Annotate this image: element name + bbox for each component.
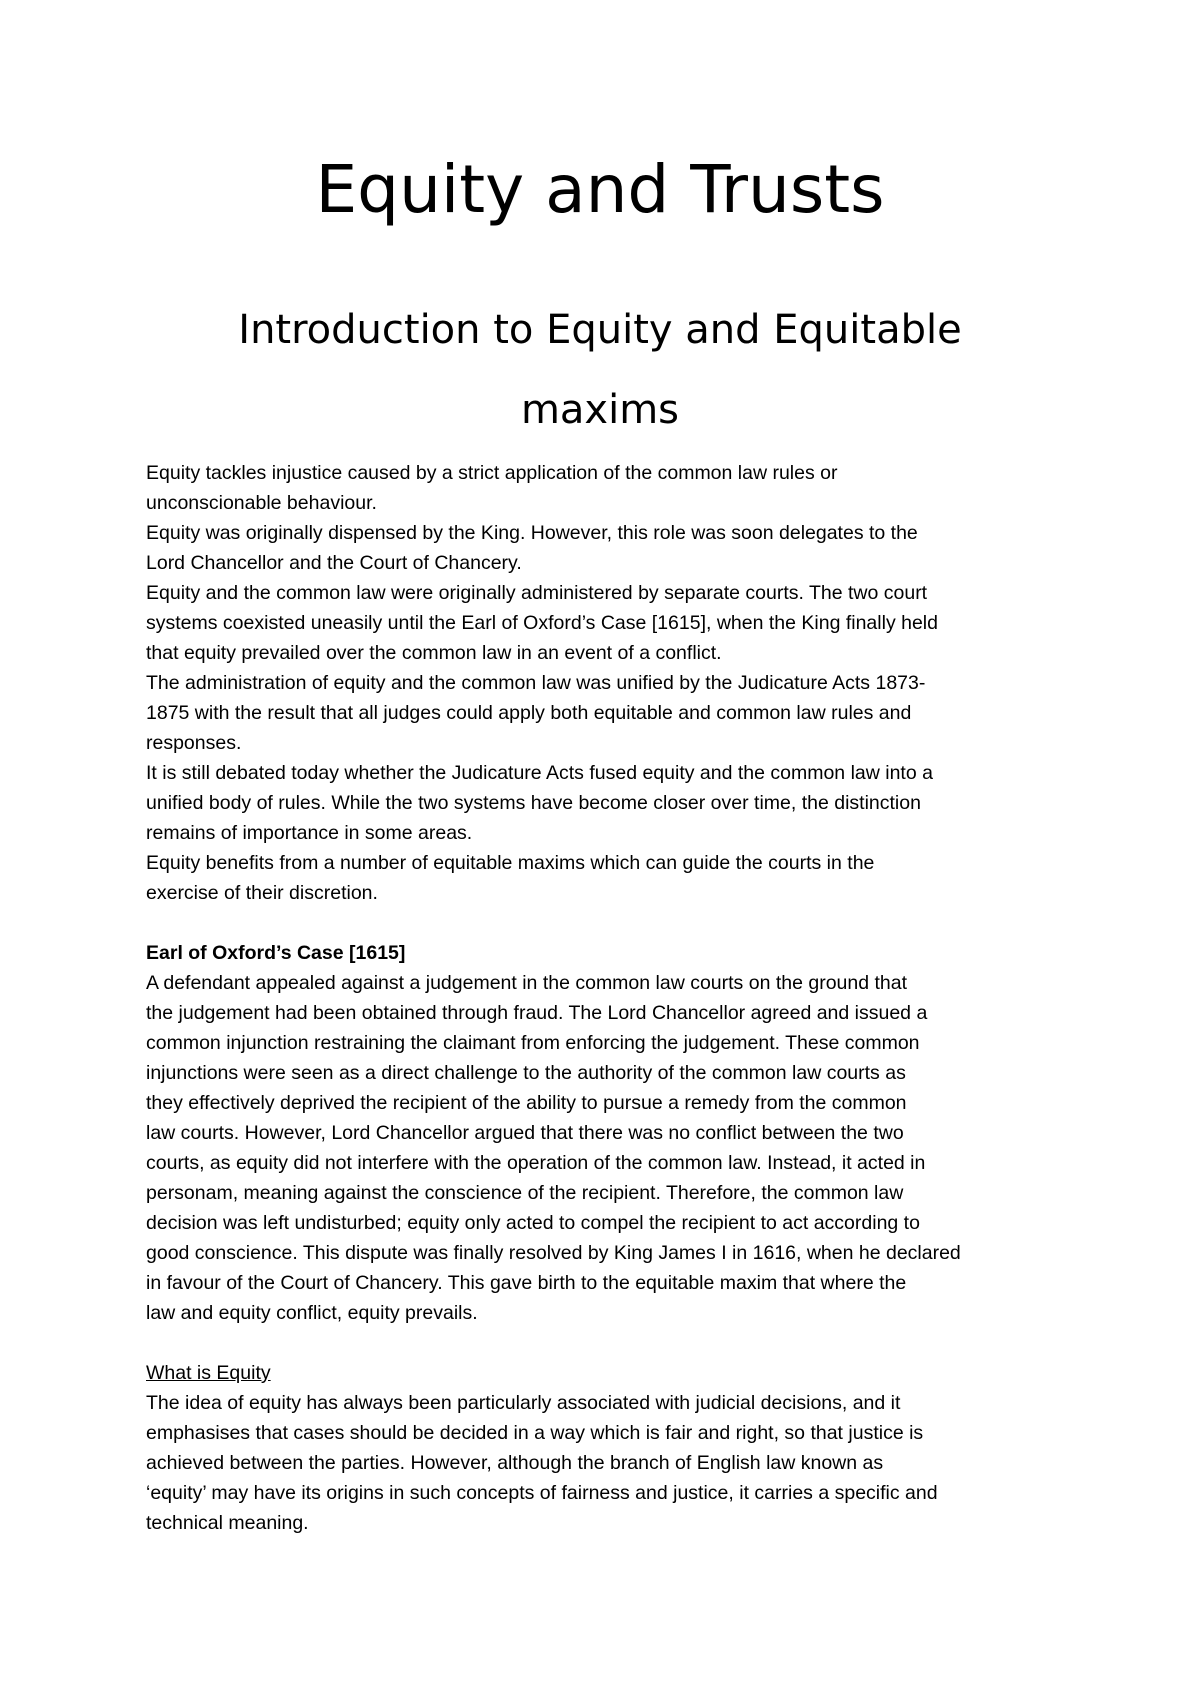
case-section [146, 938, 1076, 1328]
text-line: Equity tackles injustice caused by a strict application of the common law rules or [146, 462, 838, 484]
text-line: ‘equity’ may have its origins in such concepts of fairness and justice, it carries a specific and [146, 1482, 938, 1504]
case-heading: Earl of Oxford’s Case [1615] [146, 942, 406, 964]
text-line: remains of importance in some areas. [146, 822, 473, 844]
text-line: systems coexisted uneasily until the Earl of Oxford’s Case [1615], when the King finally held [146, 612, 938, 634]
text-line: Equity benefits from a number of equitable maxims which can guide the courts in the [146, 852, 875, 874]
text-line: law and equity conflict, equity prevails. [146, 1302, 478, 1324]
text-line: the judgement had been obtained through fraud. The Lord Chancellor agreed and issued a [146, 1002, 928, 1024]
text-line: unconscionable behaviour. [146, 492, 377, 514]
text-line: that equity prevailed over the common law in an event of a conflict. [146, 642, 722, 664]
text-line: law courts. However, Lord Chancellor argued that there was no conflict between the two [146, 1122, 904, 1144]
text-line: exercise of their discretion. [146, 882, 378, 904]
text-line: common injunction restraining the claimant from enforcing the judgement. These common [146, 1032, 920, 1054]
intro-section [146, 458, 1076, 908]
document-subtitle: Introduction to Equity and Equitable maxims [238, 307, 962, 433]
document-body [146, 458, 1076, 1538]
equity-heading: What is Equity [146, 1362, 271, 1384]
text-line: decision was left undisturbed; equity only acted to compel the recipient to act according to [146, 1212, 920, 1234]
equity-section [146, 1358, 1076, 1538]
text-line: technical meaning. [146, 1512, 309, 1534]
paragraph-gap [146, 908, 1076, 938]
text-line: A defendant appealed against a judgement in the common law courts on the ground that [146, 972, 908, 994]
text-line: Equity was originally dispensed by the King. However, this role was soon delegates to the [146, 522, 918, 544]
text-line: Equity and the common law were originally administered by separate courts. The two court [146, 582, 928, 604]
document-title: Equity and Trusts [315, 151, 885, 228]
text-line: they effectively deprived the recipient of the ability to pursue a remedy from the common [146, 1092, 907, 1114]
text-line: Lord Chancellor and the Court of Chancery. [146, 552, 522, 574]
text-line: courts, as equity did not interfere with the operation of the common law. Instead, it acted in [146, 1152, 926, 1174]
text-line: personam, meaning against the conscience of the recipient. Therefore, the common law [146, 1182, 904, 1204]
paragraph-gap [146, 1328, 1076, 1358]
text-line: in favour of the Court of Chancery. This gave birth to the equitable maxim that where the [146, 1272, 907, 1294]
text-line: injunctions were seen as a direct challenge to the authority of the common law courts as [146, 1062, 906, 1084]
text-line: achieved between the parties. However, although the branch of English law known as [146, 1452, 884, 1474]
text-line: The idea of equity has always been particularly associated with judicial decisions, and it [146, 1392, 901, 1414]
text-line: responses. [146, 732, 242, 754]
text-line: 1875 with the result that all judges could apply both equitable and common law rules and [146, 702, 912, 724]
text-line: The administration of equity and the common law was unified by the Judicature Acts 1873- [146, 672, 926, 694]
text-line: It is still debated today whether the Judicature Acts fused equity and the common law into a [146, 762, 933, 784]
text-line: unified body of rules. While the two systems have become closer over time, the distinction [146, 792, 921, 814]
text-line: good conscience. This dispute was finally resolved by King James I in 1616, when he declared [146, 1242, 961, 1264]
text-line: emphasises that cases should be decided in a way which is fair and right, so that justice is [146, 1422, 924, 1444]
